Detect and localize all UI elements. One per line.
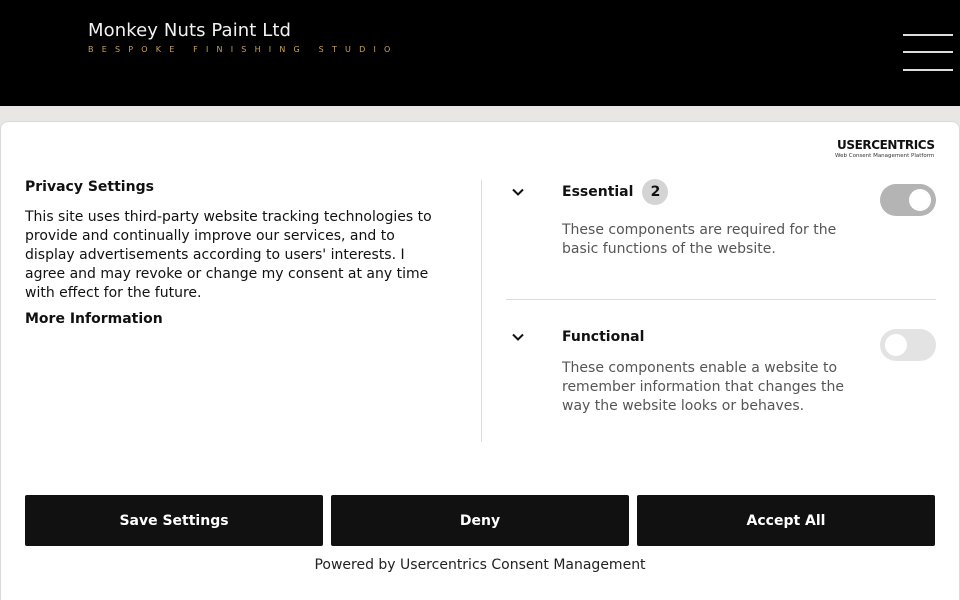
accept-all-button[interactable]: Accept All	[637, 495, 935, 546]
privacy-description: This site uses third-party website tracking technologies to provide and continually improve our services, and to display advertisements according to users' interests. I agree and may revoke or change my consent at any time with effect for the future.	[25, 209, 432, 301]
toggle-knob	[909, 189, 931, 211]
logo-wordmark: USERCENTRICS	[837, 138, 935, 152]
consent-dialog	[0, 121, 960, 600]
category-description: These components enable a website to remember information that changes the way the website looks or behaves.	[562, 360, 845, 414]
category-description: These components are required for the basic functions of the website.	[562, 222, 837, 257]
more-information-link[interactable]: More Information	[25, 311, 163, 327]
logo-subtitle: Web Consent Management Platform	[835, 153, 935, 159]
deny-button[interactable]: Deny	[331, 495, 629, 546]
category-title[interactable]: Essential	[562, 184, 634, 200]
category-divider	[506, 299, 936, 300]
site-header	[0, 0, 960, 106]
functional-toggle[interactable]	[880, 329, 936, 361]
usercentrics-logo	[835, 138, 933, 164]
privacy-title: Privacy Settings	[25, 179, 154, 195]
toggle-knob	[885, 334, 907, 356]
menu-icon-bar	[903, 51, 953, 53]
menu-icon[interactable]	[903, 34, 953, 74]
powered-by-link[interactable]: Powered by Usercentrics Consent Management	[314, 557, 646, 573]
category-title[interactable]: Functional	[562, 329, 645, 345]
essential-toggle[interactable]	[880, 184, 936, 216]
column-divider	[481, 180, 482, 442]
service-count-badge: 2	[642, 179, 668, 205]
chevron-down-icon[interactable]	[511, 330, 525, 344]
save-settings-button[interactable]: Save Settings	[25, 495, 323, 546]
brand-name[interactable]: Monkey Nuts Paint Ltd	[88, 20, 292, 41]
chevron-down-icon[interactable]	[511, 185, 525, 199]
brand-tagline: BESPOKE FINISHING STUDIO	[88, 45, 399, 54]
menu-icon-bar	[903, 69, 953, 71]
menu-icon-bar	[903, 34, 953, 36]
privacy-info	[25, 179, 435, 327]
